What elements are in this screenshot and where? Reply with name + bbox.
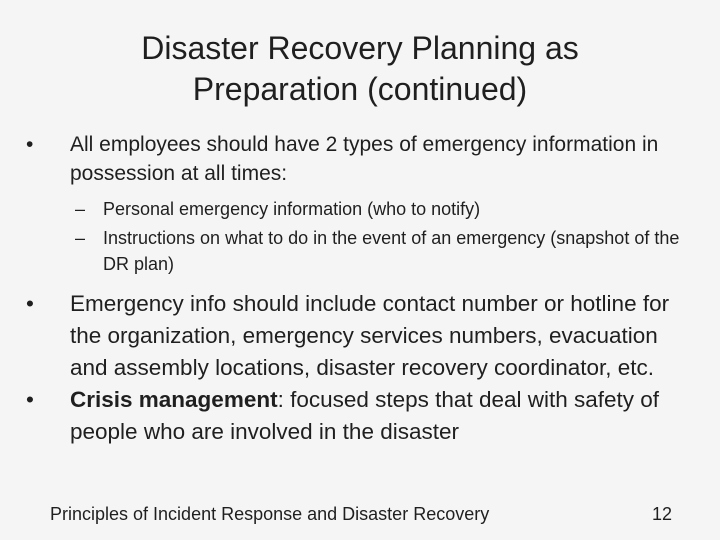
bullet-glyph: •	[26, 291, 34, 316]
sub-bullet-item	[0, 225, 720, 277]
sub-bullet-text: Personal emergency information (who to notify)	[103, 199, 481, 219]
page-number: 12	[651, 504, 672, 524]
sub-bullet-item	[0, 196, 720, 222]
sub-bullet-text: Instructions on what to do in the event of an emergency (snapshot of the DR plan)	[103, 228, 680, 274]
dash-glyph: –	[75, 199, 86, 219]
bullet-text: Emergency info should include contact number or hotline for the organization, emergency services numbers, evacuation and assembly locations, disaster recovery coordinator, etc.	[70, 291, 670, 380]
bullet-item	[0, 384, 720, 448]
dash-glyph: –	[75, 228, 86, 248]
bullet-glyph: •	[26, 133, 34, 156]
bullet-text: All employees should have 2 types of emergency information in possession at all times:	[70, 133, 659, 185]
bullet-glyph: •	[26, 387, 34, 412]
slide-footer: Principles of Incident Response and Disaster Recovery	[50, 504, 490, 524]
bullet-bold-text: Crisis management	[70, 387, 278, 412]
bullet-item	[0, 288, 720, 384]
bullet-item	[0, 130, 720, 188]
slide-title: Disaster Recovery Planning as Preparation (continued)	[141, 30, 579, 107]
slide-body	[0, 130, 720, 448]
bullet-text: : focused steps that deal with safety of people who are involved in the disaster	[70, 387, 660, 444]
